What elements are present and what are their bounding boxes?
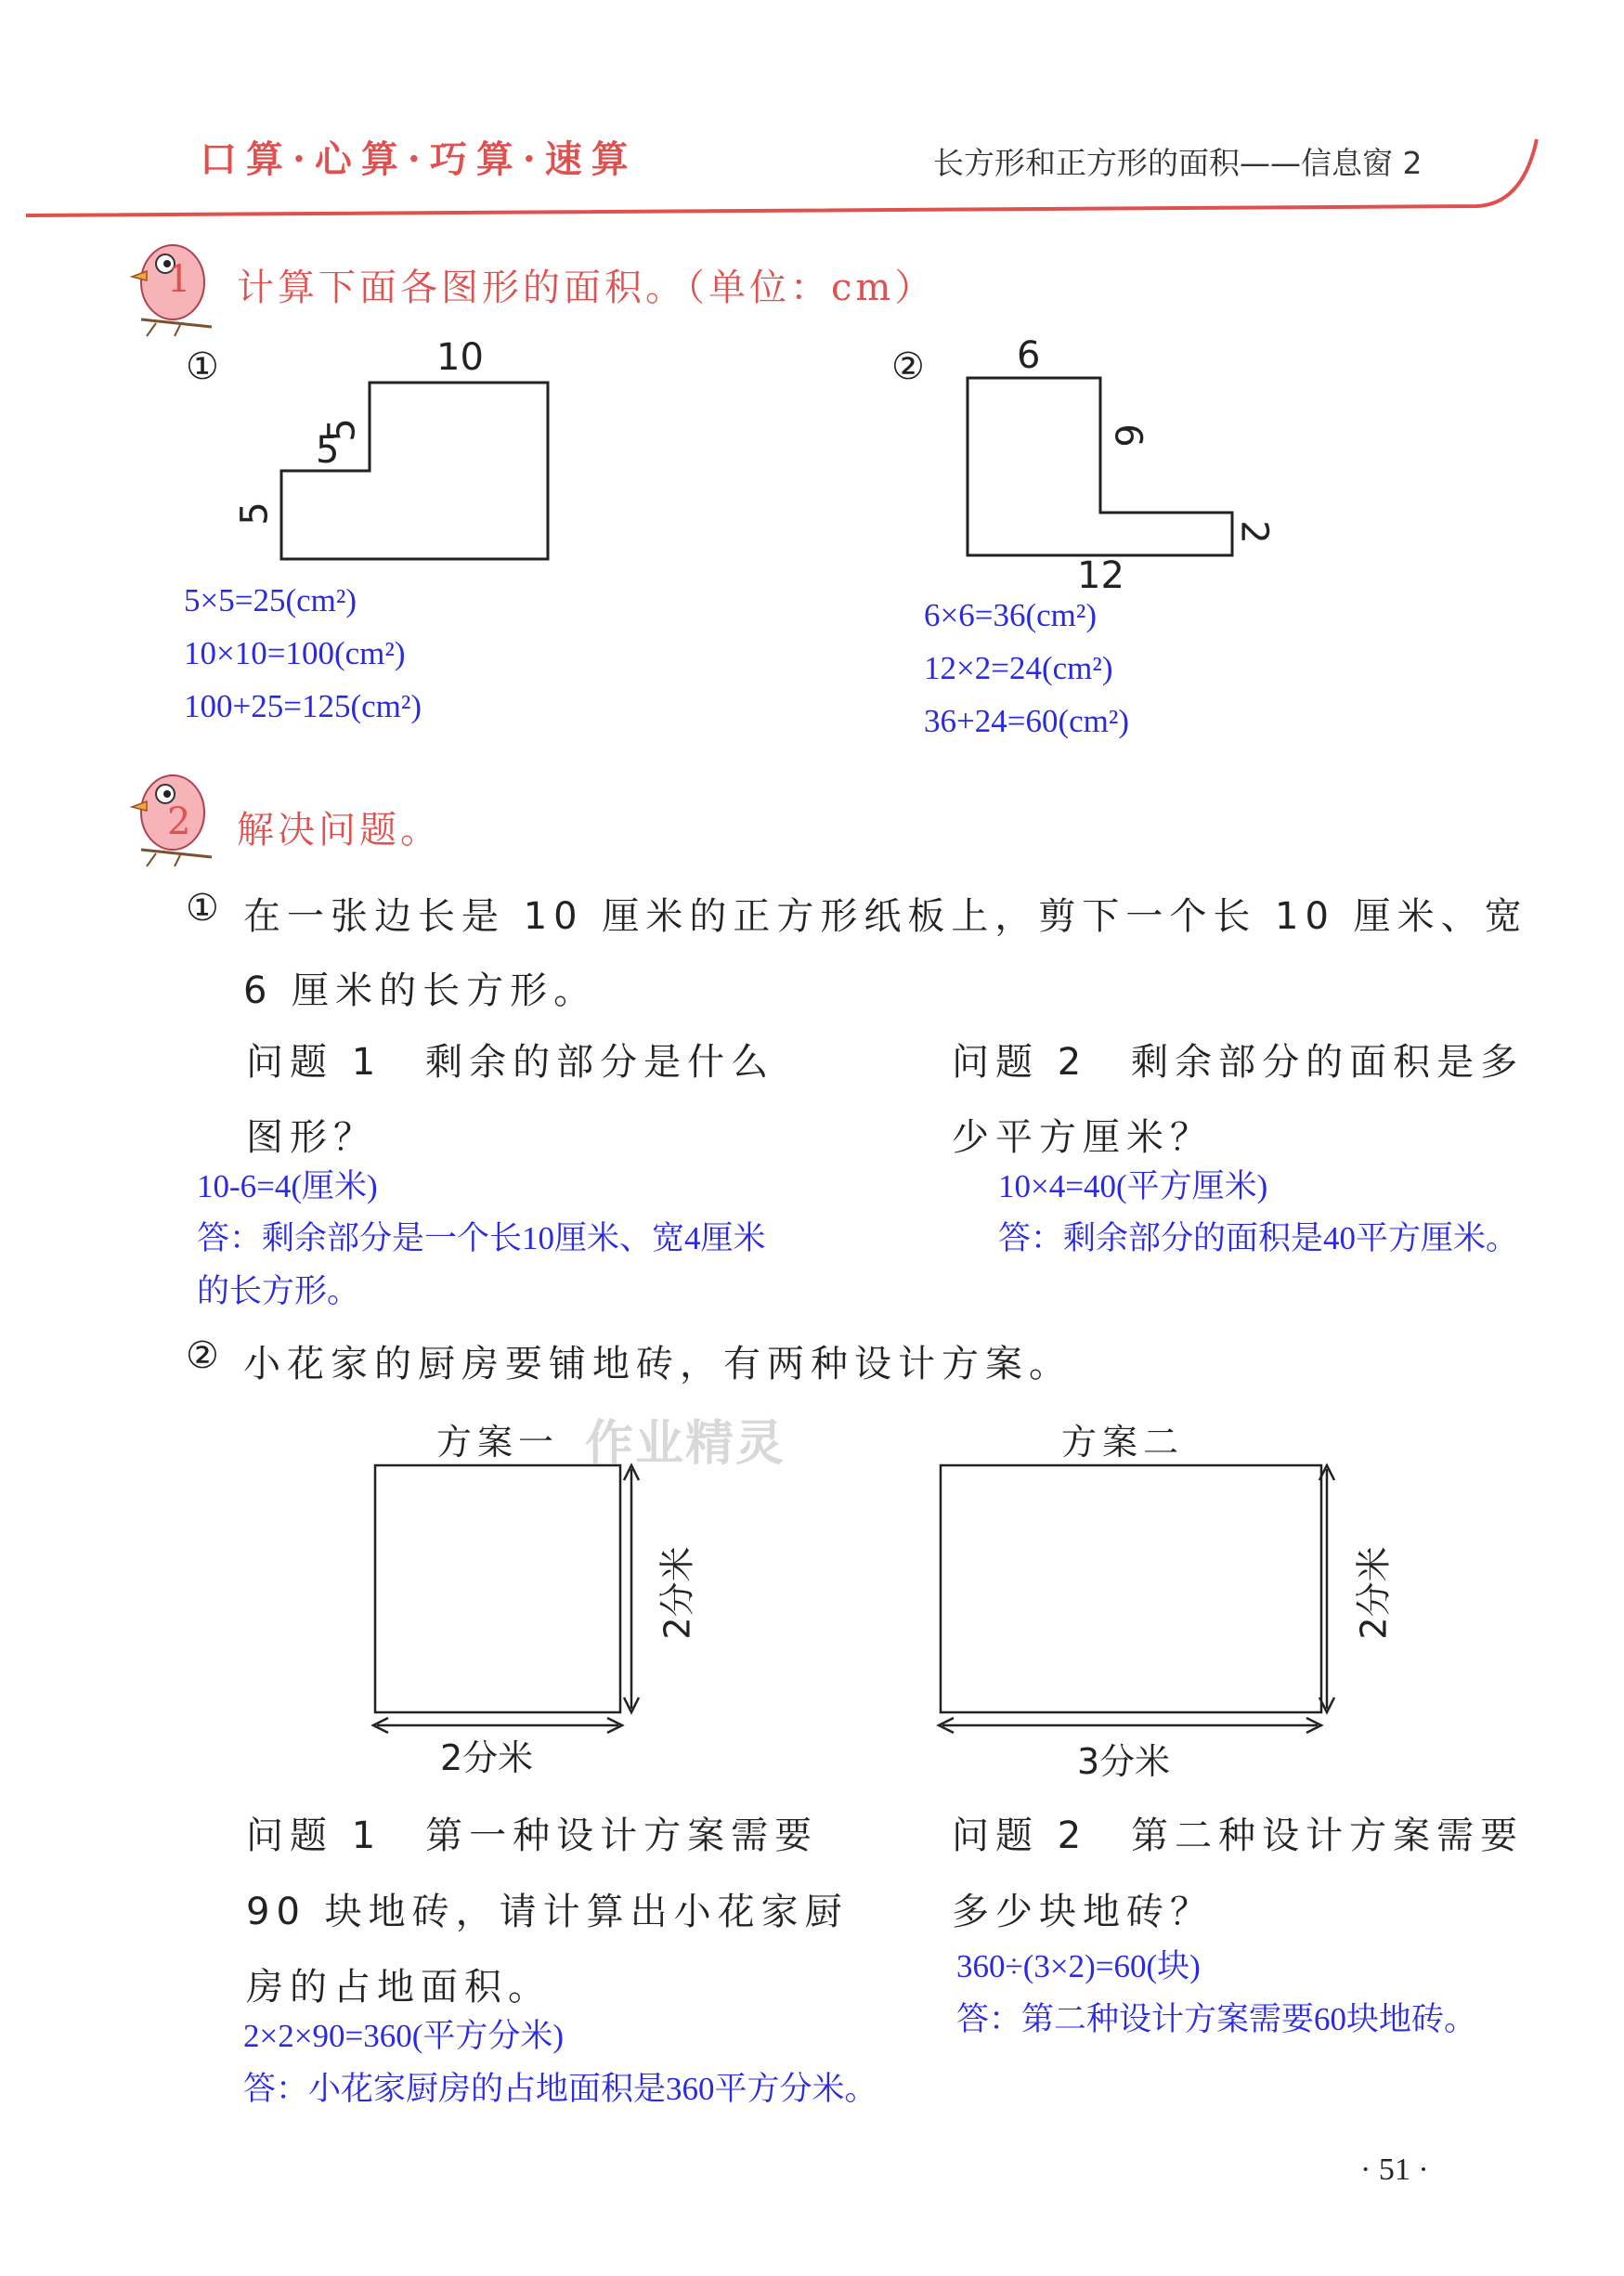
problem-1-marker: ① [186,887,226,930]
problem-2-question-2-answer: 答：第二种设计方案需要60块地砖。 [956,2001,1477,2037]
figure-2-answer-line: 6×6=36(cm²) [924,597,1098,633]
figure-2-answer-line: 12×2=24(cm²) [924,650,1113,686]
section-1-number: 1 [167,258,195,301]
figure-2-label-right-upper: 6 [1106,423,1150,448]
figure-1-label-top: 10 [436,336,484,379]
problem-1-question-1-answer: 的长方形。 [197,1273,360,1309]
problem-1-text-line: 6 厘米的长方形。 [243,969,598,1012]
section-1-title: 计算下面各图形的面积。（单位：cm） [237,267,936,309]
section-2-title: 解决问题。 [237,809,441,852]
plan-1-rect [375,1465,620,1712]
figure-1-label-step-vertical: 5 [320,418,364,442]
problem-1-text-line: 在一张边长是 10 厘米的正方形纸板上，剪下一个长 10 厘米、宽 [243,895,1528,938]
plan-2-width-arrow [939,1718,1321,1733]
problem-2-question-1-answer: 答：小花家厨房的占地面积是360平方分米。 [243,2071,877,2107]
header-chapter-title: 长方形和正方形的面积——信息窗 2 [933,145,1423,181]
figure-1-label-step-horizontal: 5 [316,429,340,472]
watermark: 作业精灵 [585,1416,786,1472]
problem-1-question-1: 问题 1 剩余的部分是什么 [246,1041,775,1084]
plan-2-width-label: 3分米 [1077,1741,1171,1782]
page-number: · 51 · [1360,2152,1429,2187]
figure-1-answer-line: 10×10=100(cm²) [184,635,406,671]
plan-2-rect [941,1465,1321,1712]
problem-1-question-1-answer: 答：剩余部分是一个长10厘米、宽4厘米 [197,1220,766,1256]
problem-1-question-2-answer: 答：剩余部分的面积是40平方厘米。 [998,1220,1519,1256]
figure-2-label-right-lower: 2 [1232,520,1276,544]
plan-1-width-label: 2分米 [440,1737,534,1778]
plan-2-height-label: 2分米 [1353,1546,1395,1640]
plan-2-title: 方案二 [1061,1422,1185,1463]
problem-2-question-1: 问题 1 第一种设计方案需要 [246,1814,819,1857]
problem-2-question-2-cont: 多少块地砖？ [952,1891,1214,1933]
figure-1-marker: ① [186,345,219,388]
problem-2-text-line: 小花家的厨房要铺地砖，有两种设计方案。 [243,1343,1072,1385]
figure-1-answer-line: 5×5=25(cm²) [184,582,357,618]
figure-2-marker: ② [891,345,925,388]
problem-1-question-2-answer: 10×4=40(平方厘米) [998,1168,1268,1204]
problem-2-question-1-cont: 房的占地面积。 [246,1966,552,2009]
plan-1-height-arrow [624,1465,639,1712]
problem-1-question-1-cont: 图形？ [246,1116,377,1159]
figure-2-label-bottom: 12 [1077,554,1124,597]
problem-2-question-1-cont: 90 块地砖，请计算出小花家厨 [246,1891,849,1933]
problem-2-marker: ② [186,1334,226,1377]
problem-2-question-2: 问题 2 第二种设计方案需要 [952,1814,1525,1857]
plan-1-title: 方案一 [436,1422,560,1463]
figure-2-label-top: 6 [1017,334,1041,377]
plan-1-height-label: 2分米 [656,1546,698,1640]
figure-2-shape [968,378,1232,555]
section-2-number: 2 [167,800,195,843]
figure-1-answer-line: 100+25=125(cm²) [184,688,422,724]
figure-2-answer-line: 36+24=60(cm²) [924,703,1130,739]
header-left-title: 口算·心算·巧算·速算 [200,137,638,181]
problem-1-question-2: 问题 2 剩余部分的面积是多 [952,1041,1525,1084]
problem-1-question-1-answer: 10-6=4(厘米) [197,1168,378,1204]
figure-1-label-left: 5 [233,501,277,526]
problem-1-question-2-cont: 少平方厘米？ [952,1116,1214,1159]
problem-2-question-1-answer: 2×2×90=360(平方分米) [243,2018,565,2054]
problem-2-question-2-answer: 360÷(3×2)=60(块) [956,1948,1201,1984]
